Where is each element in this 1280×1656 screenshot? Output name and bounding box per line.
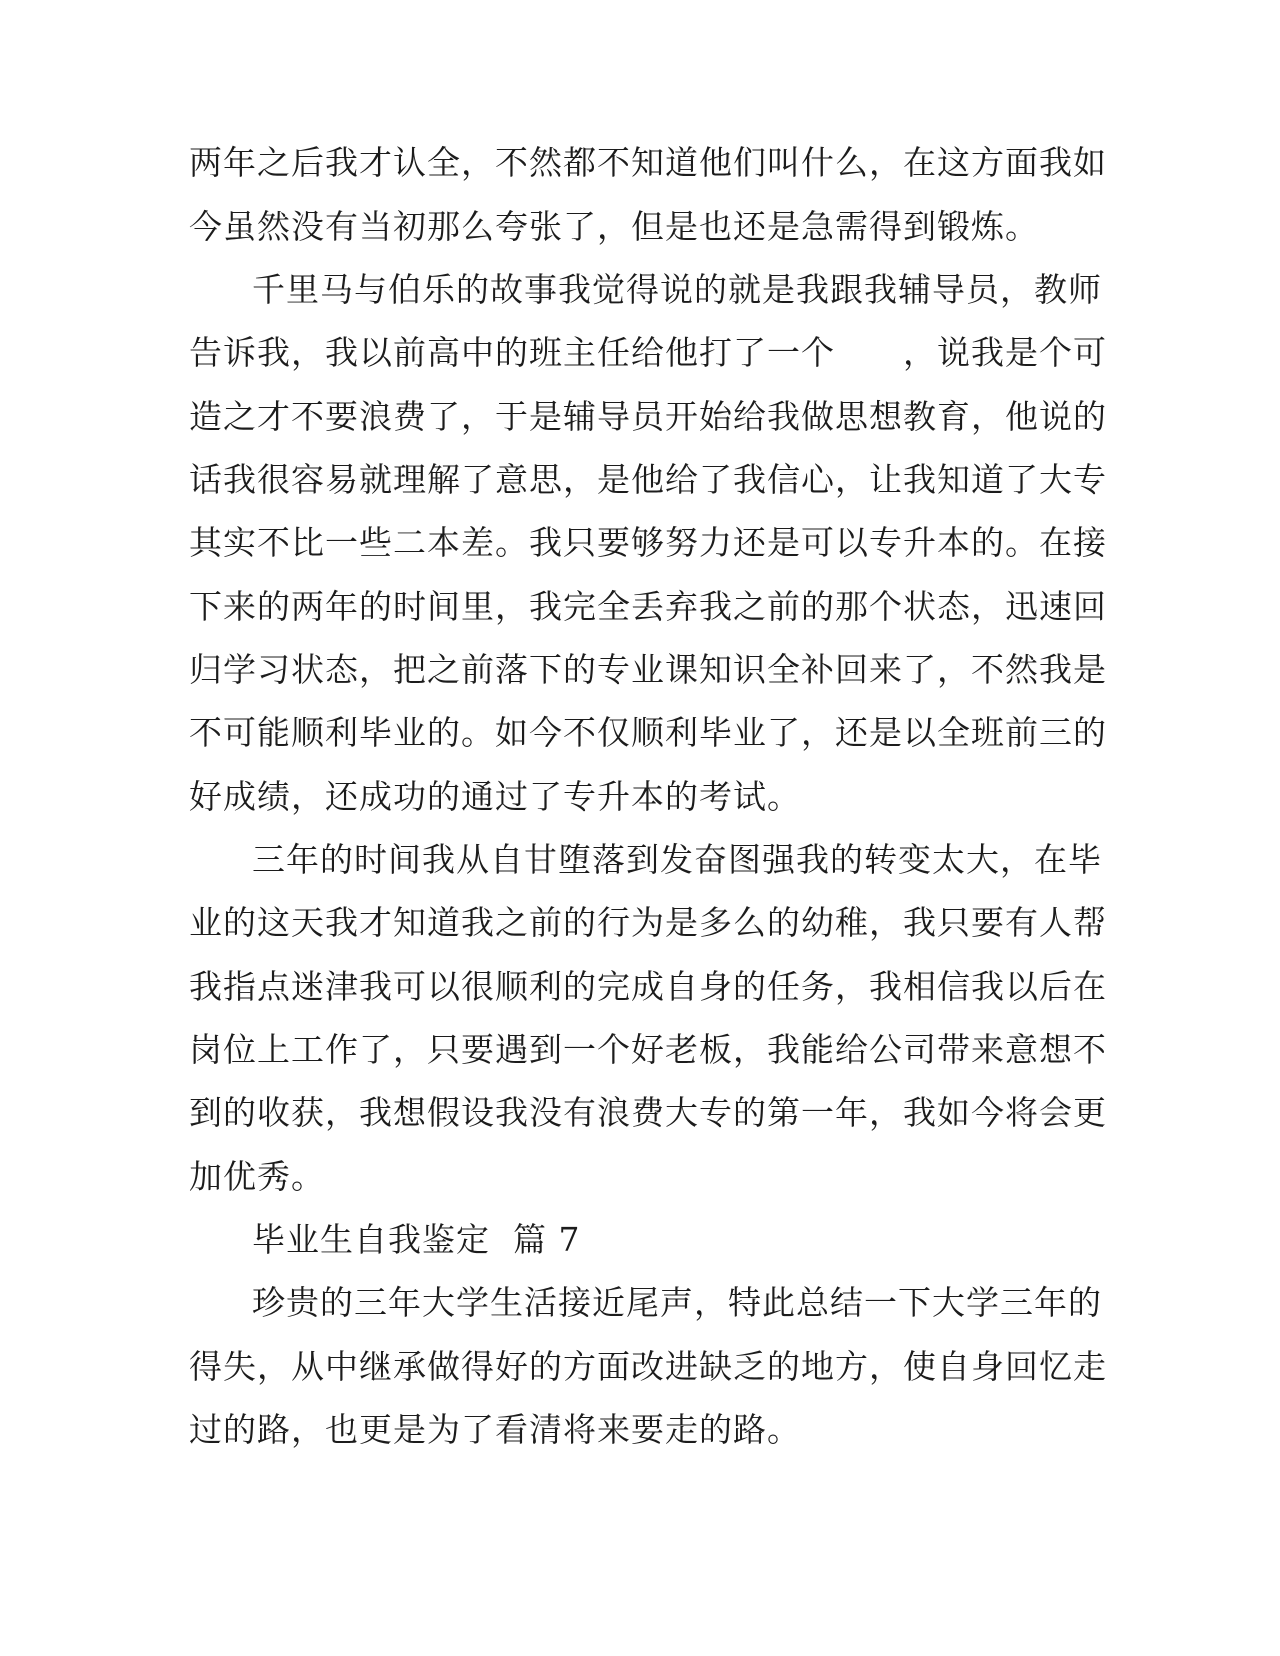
text-line: 到的收获，我想假设我没有浪费大专的第一年，我如今将会更: [189, 1093, 1107, 1132]
text-line: 岗位上工作了，只要遇到一个好老板，我能给公司带来意想不: [189, 1030, 1107, 1069]
text-line: 我指点迷津我可以很顺利的完成自身的任务，我相信我以后在: [189, 967, 1107, 1006]
text-line: 过的路，也更是为了看清将来要走的路。: [189, 1410, 801, 1449]
text-line: 好成绩，还成功的通过了专升本的考试。: [189, 777, 801, 816]
text-line: 今虽然没有当初那么夸张了，但是也还是急需得到锻炼。: [189, 207, 1039, 246]
text-line: 得失，从中继承做得好的方面改进缺乏的地方，使自身回忆走: [189, 1347, 1107, 1386]
section-heading: 毕业生自我鉴定 篇 7: [252, 1220, 581, 1259]
text-line: 业的这天我才知道我之前的行为是多么的幼稚，我只要有人帮: [189, 903, 1107, 942]
text-line: 告诉我，我以前高中的班主任给他打了一个 ，说我是个可: [189, 333, 1107, 372]
text-line: 归学习状态，把之前落下的专业课知识全补回来了，不然我是: [189, 650, 1107, 689]
text-line: 造之才不要浪费了，于是辅导员开始给我做思想教育，他说的: [189, 397, 1107, 436]
paragraph-first-line: 千里马与伯乐的故事我觉得说的就是我跟我辅导员，教师: [252, 270, 1102, 309]
text-line: 加优秀。: [189, 1157, 325, 1196]
paragraph-first-line: 三年的时间我从自甘堕落到发奋图强我的转变太大，在毕: [252, 840, 1102, 879]
text-line: 话我很容易就理解了意思，是他给了我信心，让我知道了大专: [189, 460, 1107, 499]
text-line: 两年之后我才认全，不然都不知道他们叫什么，在这方面我如: [189, 143, 1107, 182]
text-line: 其实不比一些二本差。我只要够努力还是可以专升本的。在接: [189, 523, 1107, 562]
paragraph-first-line: 珍贵的三年大学生活接近尾声，特此总结一下大学三年的: [252, 1283, 1102, 1322]
text-line: 下来的两年的时间里，我完全丢弃我之前的那个状态，迅速回: [189, 587, 1107, 626]
text-line: 不可能顺利毕业的。如今不仅顺利毕业了，还是以全班前三的: [189, 713, 1107, 752]
